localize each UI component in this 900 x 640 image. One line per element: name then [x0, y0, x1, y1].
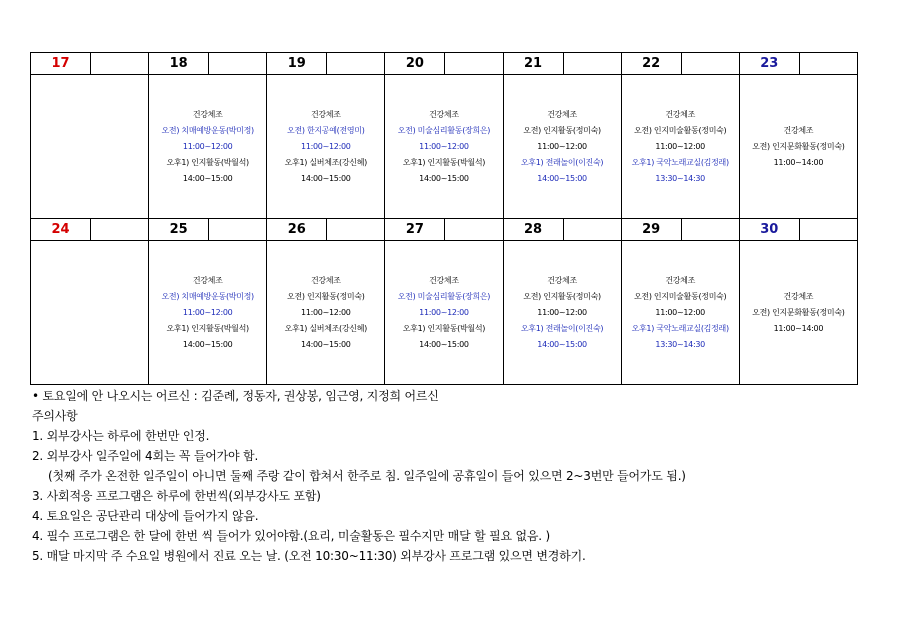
- week-body-row: [31, 75, 858, 219]
- day-cell: [621, 241, 739, 385]
- date-number: 26: [267, 219, 327, 241]
- day-program-list: [267, 107, 384, 187]
- program-line: 11:00~12:00: [301, 307, 351, 317]
- date-header-blank: [563, 53, 621, 75]
- schedule-calendar: [30, 52, 858, 385]
- program-line: 오후1) 국악노래교실(김정래): [631, 323, 729, 333]
- program-line: 14:00~15:00: [537, 339, 587, 349]
- program-line: 건강체조: [429, 275, 459, 285]
- day-program-list: [622, 273, 739, 353]
- date-number: 28: [503, 219, 563, 241]
- program-line: 오전) 인지활동(정미숙): [287, 291, 365, 301]
- program-line: 건강체조: [665, 109, 696, 119]
- program-line: 오후1) 국악노래교실(김정래): [631, 157, 729, 167]
- date-header-blank: [681, 219, 739, 241]
- date-header-blank: [563, 219, 621, 241]
- date-header-blank: [799, 53, 857, 75]
- program-line: 11:00~14:00: [773, 157, 824, 167]
- week-header-row: [31, 219, 858, 241]
- date-number: 23: [739, 53, 799, 75]
- note-item: 2. 외부강사 일주일에 4회는 꼭 들어가야 함.: [32, 449, 259, 463]
- date-header-blank: [91, 219, 149, 241]
- day-cell: [31, 75, 149, 219]
- date-number: 20: [385, 53, 445, 75]
- date-number: 18: [149, 53, 209, 75]
- notes-heading: 주의사항: [32, 409, 78, 423]
- date-header-blank: [209, 53, 267, 75]
- day-program-list: [385, 107, 502, 187]
- day-program-list: [504, 107, 621, 187]
- program-line: 건강체조: [310, 109, 341, 119]
- program-line: 오전) 인지활동(정미숙): [523, 125, 601, 135]
- program-line: 오후1) 실버체조(강신혜): [284, 323, 367, 333]
- week-header-row: [31, 53, 858, 75]
- program-line: 오전) 인지활동(정미숙): [523, 291, 601, 301]
- program-line: 오전) 치매예방운동(박미정): [161, 125, 254, 135]
- note-item: (첫째 주가 온전한 일주일이 아니면 둘째 주랑 같이 합쳐서 한주로 침. 일주일에 공휴일이 들어 있으면 2~3번만 들어가도 됨.): [48, 469, 686, 483]
- program-line: 11:00~12:00: [537, 141, 587, 151]
- day-program-list: [740, 123, 857, 171]
- date-number: 25: [149, 219, 209, 241]
- program-line: 오후1) 인지활동(박월석): [166, 323, 249, 333]
- date-number: 29: [621, 219, 681, 241]
- program-line: 14:00~15:00: [537, 173, 587, 183]
- program-line: 13:30~14:30: [655, 339, 705, 349]
- program-line: 오전) 인지미술활동(정미숙): [633, 291, 727, 301]
- day-program-list: [622, 107, 739, 187]
- day-cell: [739, 241, 857, 385]
- program-line: 오후1) 전래놀이(이진숙): [520, 323, 604, 333]
- program-line: 건강체조: [192, 109, 223, 119]
- program-line: 11:00~12:00: [655, 307, 705, 317]
- day-program-list: [504, 273, 621, 353]
- program-line: 오후1) 실버체조(강신혜): [284, 157, 367, 167]
- date-header-blank: [799, 219, 857, 241]
- program-line: 오후1) 전래놀이(이진숙): [520, 157, 604, 167]
- day-cell: [267, 75, 385, 219]
- program-line: 오전) 인지문화활동(정미숙): [752, 307, 845, 317]
- note-item: 1. 외부강사는 하루에 한번만 인정.: [32, 429, 210, 443]
- date-header-blank: [681, 53, 739, 75]
- date-header-blank: [445, 219, 503, 241]
- program-line: 오전) 치매예방운동(박미정): [161, 291, 254, 301]
- program-line: 건강체조: [665, 275, 696, 285]
- date-number: 21: [503, 53, 563, 75]
- date-header-blank: [445, 53, 503, 75]
- date-number: 19: [267, 53, 327, 75]
- program-line: 14:00~15:00: [182, 339, 233, 349]
- program-line: 오전) 인지문화활동(정미숙): [752, 141, 845, 151]
- date-header-blank: [91, 53, 149, 75]
- date-number: 17: [31, 53, 91, 75]
- day-cell: [267, 241, 385, 385]
- note-item: 5. 매달 마지막 주 수요일 병원에서 진료 오는 날. (오전 10:30~11:30) 외부강사 프로그램 있으면 변경하기.: [32, 549, 586, 563]
- day-cell: [621, 75, 739, 219]
- notes-section: [32, 386, 882, 566]
- program-line: 11:00~12:00: [301, 141, 351, 151]
- program-line: 14:00~15:00: [419, 339, 469, 349]
- day-cell: [739, 75, 857, 219]
- date-header-blank: [209, 219, 267, 241]
- program-line: 오전) 한지공예(전영미): [287, 125, 365, 135]
- day-cell: [385, 241, 503, 385]
- day-cell: [503, 241, 621, 385]
- program-line: 11:00~12:00: [537, 307, 587, 317]
- day-program-list: [267, 273, 384, 353]
- program-line: 오후1) 인지활동(박월석): [402, 157, 486, 167]
- day-program-list: [149, 107, 266, 187]
- note-item: 4. 필수 프로그램은 한 달에 한번 씩 들어가 있어야함.(요리, 미술활동은 필수지만 매달 할 필요 없음. ): [32, 529, 550, 543]
- day-cell: [149, 241, 267, 385]
- program-line: 14:00~15:00: [419, 173, 469, 183]
- program-line: 오후1) 인지활동(박월석): [166, 157, 249, 167]
- note-item: 4. 토요일은 공단관리 대상에 들어가지 않음.: [32, 509, 259, 523]
- date-number: 22: [621, 53, 681, 75]
- day-cell: [31, 241, 149, 385]
- program-line: 건강체조: [310, 275, 341, 285]
- program-line: 건강체조: [192, 275, 223, 285]
- program-line: 14:00~15:00: [182, 173, 233, 183]
- saturday-absent-note: • 토요일에 안 나오시는 어르신 : 김준례, 정동자, 권상봉, 임근영, 지정희 어르신: [32, 389, 439, 403]
- day-program-list: [149, 273, 266, 353]
- program-line: 11:00~12:00: [182, 141, 233, 151]
- program-line: 14:00~15:00: [301, 339, 351, 349]
- program-line: 건강체조: [783, 125, 814, 135]
- date-header-blank: [327, 219, 385, 241]
- day-cell: [503, 75, 621, 219]
- day-program-list: [385, 273, 502, 353]
- program-line: 11:00~14:00: [773, 323, 824, 333]
- date-number: 27: [385, 219, 445, 241]
- program-line: 건강체조: [783, 291, 814, 301]
- program-line: 13:30~14:30: [655, 173, 705, 183]
- program-line: 11:00~12:00: [655, 141, 705, 151]
- program-line: 11:00~12:00: [182, 307, 233, 317]
- program-line: 11:00~12:00: [419, 141, 469, 151]
- program-line: 건강체조: [547, 275, 577, 285]
- program-line: 11:00~12:00: [419, 307, 469, 317]
- program-line: 오후1) 인지활동(박월석): [402, 323, 486, 333]
- note-item: 3. 사회적응 프로그램은 하루에 한번씩(외부강사도 포함): [32, 489, 321, 503]
- program-line: 건강체조: [429, 109, 459, 119]
- program-line: 오전) 인지미술활동(정미숙): [633, 125, 727, 135]
- program-line: 오전) 미술심리활동(장희은): [397, 125, 491, 135]
- program-line: 오전) 미술심리활동(장희은): [397, 291, 491, 301]
- week-body-row: [31, 241, 858, 385]
- day-cell: [385, 75, 503, 219]
- date-number: 24: [31, 219, 91, 241]
- program-line: 14:00~15:00: [301, 173, 351, 183]
- program-line: 건강체조: [547, 109, 577, 119]
- day-cell: [149, 75, 267, 219]
- day-program-list: [740, 289, 857, 337]
- date-header-blank: [327, 53, 385, 75]
- date-number: 30: [739, 219, 799, 241]
